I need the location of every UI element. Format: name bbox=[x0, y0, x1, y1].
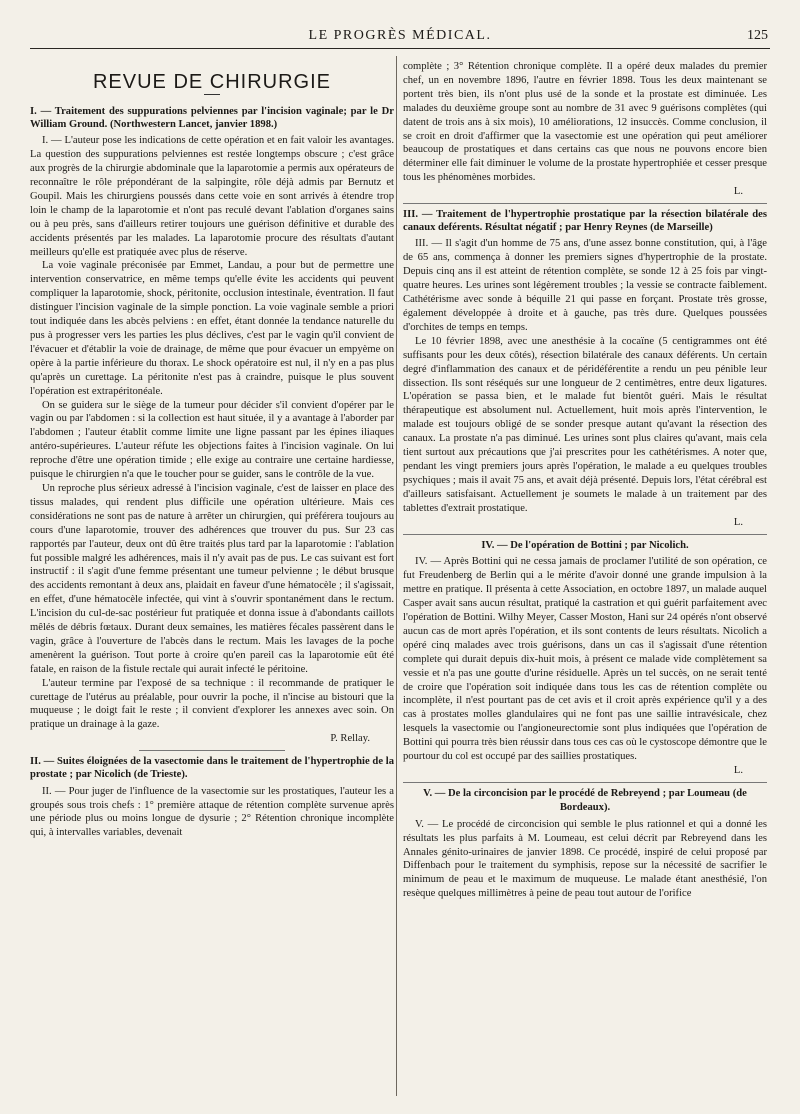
column-divider bbox=[396, 56, 397, 1096]
article-1-paragraph: Un reproche plus sérieux adressé à l'incision vaginale, c'est de laisser en place des tissus malades, qui rendent plus difficile une opération ultérieure. Mais ces considérations ne sont pas de nature à arrêter un chirurgien, qui préférera toujours au cours d'une laparotomie, trouver des adhérences que trouver du pus. Sur 23 cas rapportés par l'auteur, deux ont dû être traités plus tard par la laparotomie : l'ablation fut possible malgré les adhérences, mais il n'y avait pas de pus. Le cas suivant est fort instructif : il s'agit d'une femme présentant une tumeur pelvienne ; le début brusque des accidents remontant à deux ans, plaidait en faveur d'une hématocèle ; il s'agissait, en effet, d'une hématocèle infectée, qui vint à s'ouvrir spontanément dans le rectum. L'incision du cul-de-sac postérieur fut pratiquée et donna issue à d'abondants caillots mêlés de débris fœtaux. Durant deux semaines, les matières fécales passèrent dans le vagin, grâce à l'ouverture de l'abcès dans le rectum. Mais les lavages de la poche amenèrent la guérison. Tout porte à croire qu'en pareil cas la laparotomie eût été fatale, en raison de la fistule rectale qui aurait infecté le péritoine. bbox=[30, 482, 394, 675]
article-1-paragraph: I. — L'auteur pose les indications de cette opération et en fait valoir les avantages. La question des suppurations pelviennes est restée longtemps obscure ; c'est grâce aux progrès de la chirurgie abdominale que la laparotomie a permis aux opérateurs de reconnaître le rôle prépondérant de la salpingite, rôle déjà admis par Bernutz et Goupil. Mais les chirurgiens poussés dans cette voie en sont arrivés à étendre trop loin le champ de la laparotomie et n'ont pas reculé devant l'ablation d'organes sains ou à peu près, sans d'ailleurs retirer toujours une guérison définitive et durable des accidents présentés par les malades. La laparotomie procure des résultats d'autant meilleurs qu'elle est pratiquée avec plus de réserve. bbox=[30, 135, 394, 258]
article-4-title: IV. — De l'opération de Bottini ; par Nicolich. bbox=[481, 539, 689, 551]
article-1-signature: P. Rellay. bbox=[330, 733, 370, 745]
right-column bbox=[403, 60, 767, 901]
article-4-paragraph: IV. — Après Bottini qui ne cessa jamais de proclamer l'utilité de son opération, ce fut Freudenberg de Berlin qui a le mérite d'avoir donné une grande impulsion à la mettre en pratique. Il présenta à cette Association, en octobre 1897, un malade auquel Casper avait sans aucun résultat, pratiqué la castration et qui guérit parfaitement avec l'opération de Bottini. Wilhy Meyer, Casser Moston, Hani sur 24 opérés n'ont observé aucun cas de mort après l'opération, et ils sont contents de leurs résultats. Nicolich a opéré cinq malades avec trois guérisons, dans un cas il s'agissait d'une rétention complete qui durait depuis dix-huit mois, à présent ce malade vide complètement sa vessie et n'a pas une goutte d'urine résiduelle. Après un tel succès, on ne serait tenté de croire que l'opération soit indiquée dans tous les cas de rétention complète ou incomplète, il n'est pourtant pas de cet avis et il croit après expérience qu'il y a des cas à prostates molles glandulaires qui ne font pas une saillie intravésicale, chez lesquels la vasectomie ou l'angioneurectomie sont plus indiquées que l'opération de Bottini qui pourra très bien réussir dans tous ces cas où le cystoscope démontre que le pourtour du col est occupé par des saillies prostatiques. bbox=[403, 556, 767, 763]
article-1-title: I. — Traitement des suppurations pelviennes par l'incision vaginale; par le Dr William Ground. (Northwestern Lancet, janvier 1898.) bbox=[30, 105, 394, 131]
article-1-paragraph: On se guidera sur le siège de la tumeur pour décider s'il convient d'opérer par le vagin ou par l'abdomen : si la collection est haut située, il y a avantage à l'aborder par l'abdomen ; l'auteur établit comme limite une ligne passant par les épines iliaques antéro-supérieures. L'auteur réfute les objections faites à l'incision vaginale. On lui reproche d'être une opération timide ; elle exige au contraire une certaine hardiesse, puisque le chirurgien n'a que le toucher pour se guider, sans le contrôle de la vue. bbox=[30, 399, 394, 481]
article-3-title: III. — Traitement de l'hypertrophie prostatique par la résection bilatérale des canaux deférents. Résultat négatif ; par Henry Reynes (de Marseille) bbox=[403, 209, 767, 234]
article-1-paragraph: La voie vaginale préconisée par Emmet, Landau, a pour but de permettre une intervention conservatrice, en même temps qu'elle évite les accidents qui peuvent compliquer la laparotomie, shock, péritonite, occlusion intestinale, éventration. Il faut distinguer l'incision vaginale de la simple ponction. La voie vaginale semble a priori tout indiquée dans les abcès pelviens : en effet, étant donnée la tendance naturelle du pus à progresser vers les parties les plus déclives, c'est par le vagin qu'il convient de l'évacuer et d'établir la voie de drainage, de même que pour évacuer un empyème on opère à la partie inférieure du thorax. Le shock opératoire est nul, il n'y en a pas plus qu'après un curettage. La péritonite n'est pas à craindre, puisque le plus souvent l'opération est extrapéritonéale. bbox=[30, 260, 394, 397]
journal-title: LE PROGRÈS MÉDICAL. bbox=[308, 28, 492, 43]
article-separator bbox=[403, 534, 767, 535]
article-separator bbox=[403, 203, 767, 204]
article-2-title: II. — Suites éloignées de la vasectomie dans le traitement de l'hypertrophie de la prostate ; par Nicolich (de Trieste). bbox=[30, 756, 394, 781]
article-separator bbox=[139, 750, 285, 751]
article-2-signature: L. bbox=[733, 186, 743, 198]
article-5-title: V. — De la circoncision par le procédé de Rebreyend ; par Loumeau (de Bordeaux). bbox=[423, 787, 747, 813]
article-2-paragraph-continued: complète ; 3° Rétention chronique complète. Il a opéré deux malades du premier chef, un en novembre 1896, l'autre en février 1898. Tous les deux maintenant se portent très bien, ils n'ont plus usé de la sonde et la prostate est diminuée. Les malades du deuxième groupe sont au nombre de 31 avec 9 guérisons complètes (qui datent de trois ans à six mois), 10 améliorations, 12 insuccès. Comme conclusion, il se croit en droit d'affirmer que la vasectomie est une opération qui peut améliorer beaucoup de prostatiques et dans certains cas que nous ne pouvons encore bien déterminer elle fait diminuer le volume de la prostate hypertrophiée et cesser presque tous les phénomènes morbides. bbox=[403, 61, 767, 184]
page-number: 125 bbox=[747, 28, 768, 43]
article-3-paragraph: Le 10 février 1898, avec une anesthésie à la cocaïne (5 centigrammes ont été suffisants pour les deux côtés), résection bilatérale des canaux déférents. Un certain degré d'inflammation des canaux et de péridéférentite a rendu un peu pénible leur dissection. Ils sont réséqués sur une longueur de 2 centimètres, entre deux ligatures. L'opération se passa bien, et le malade fut bientôt guéri. Mais le résultat thérapeutique est absolument nul. Actuellement, huit mois après l'intervention, le malade est toujours obligé de se sonder presque autant qu'avant la résection des canaux. La prostate n'a pas diminué. Les urines sont plus claires qu'avant, mais cela tient surtout aux précautions que j'ai prescrites pour les cathétérismes. A noter que, pendant les vingt premiers jours après l'opération, le malade a eu quelques troubles psychiques ; mais il avait 75 ans, et avait déjà présenté. Depuis lors, l'état cérébral est d'ailleurs satisfaisant. Actuellement je soumets le malade à un traitement par des tablettes d'extrait prostatique. bbox=[403, 335, 767, 514]
article-2-paragraph: II. — Pour juger de l'influence de la vasectomie sur les prostatiques, l'auteur les a groupés sous trois chefs : 1° première attaque de rétention complète survenue après une période plus ou moins longue de dysurie ; 2° Rétention chronique incomplète qui, à intervalles variables, devenait bbox=[30, 785, 394, 839]
rubric-rule bbox=[204, 94, 220, 95]
article-3-paragraph: III. — Il s'agit d'un homme de 75 ans, d'une assez bonne constitution, qui, à l'âge de 65 ans, commença à donner les premiers signes d'hypertrophie de la prostate. Depuis cinq ans il est atteint de rétention complète, se sonde 12 à 25 fois par vingt-quatre heures. Les urines sont légèrement troubles ; la vessie se contracte faiblement. Cathétérisme avec sonde à béquille 21 qui passe en forçant. Prostate très grosse, également développée à droite et à gauche, pas très dure. Quelques poussées d'orchites de temps en temps. bbox=[403, 238, 767, 333]
running-header bbox=[30, 26, 770, 49]
article-1-paragraph: L'auteur termine par l'exposé de sa technique : il recommande de pratiquer le curettage de l'utérus au préalable, pour ouvrir la poche, il n'incise au bistouri que la muqueuse ; le doigt fait le reste ; il convient d'explorer les annexes avec soin. On pratique un drainage à la gaze. bbox=[30, 677, 394, 731]
section-rubric: REVUE DE CHIRURGIE bbox=[92, 71, 332, 93]
article-5-paragraph: V. — Le procédé de circoncision qui semble le plus rationnel et qui a donné les résultats les plus parfaits à M. Loumeau, est celui décrit par Rebreyend dans les Annales génito-urinaires de janvier 1898. Ce procédé, inspiré de celui proposé par Diffenbach pour le traitement du symphisis, repose sur la nécessité de sacrifier le minimum de peau et le maximum de muqueuse. Le malade étant anesthésié, l'on resèque quelques millimètres à peine de peau tout autour de l'orifice bbox=[403, 818, 767, 900]
article-3-signature: L. bbox=[733, 516, 743, 528]
article-separator bbox=[403, 782, 767, 783]
article-4-signature: L. bbox=[733, 765, 743, 776]
left-column bbox=[30, 70, 394, 840]
